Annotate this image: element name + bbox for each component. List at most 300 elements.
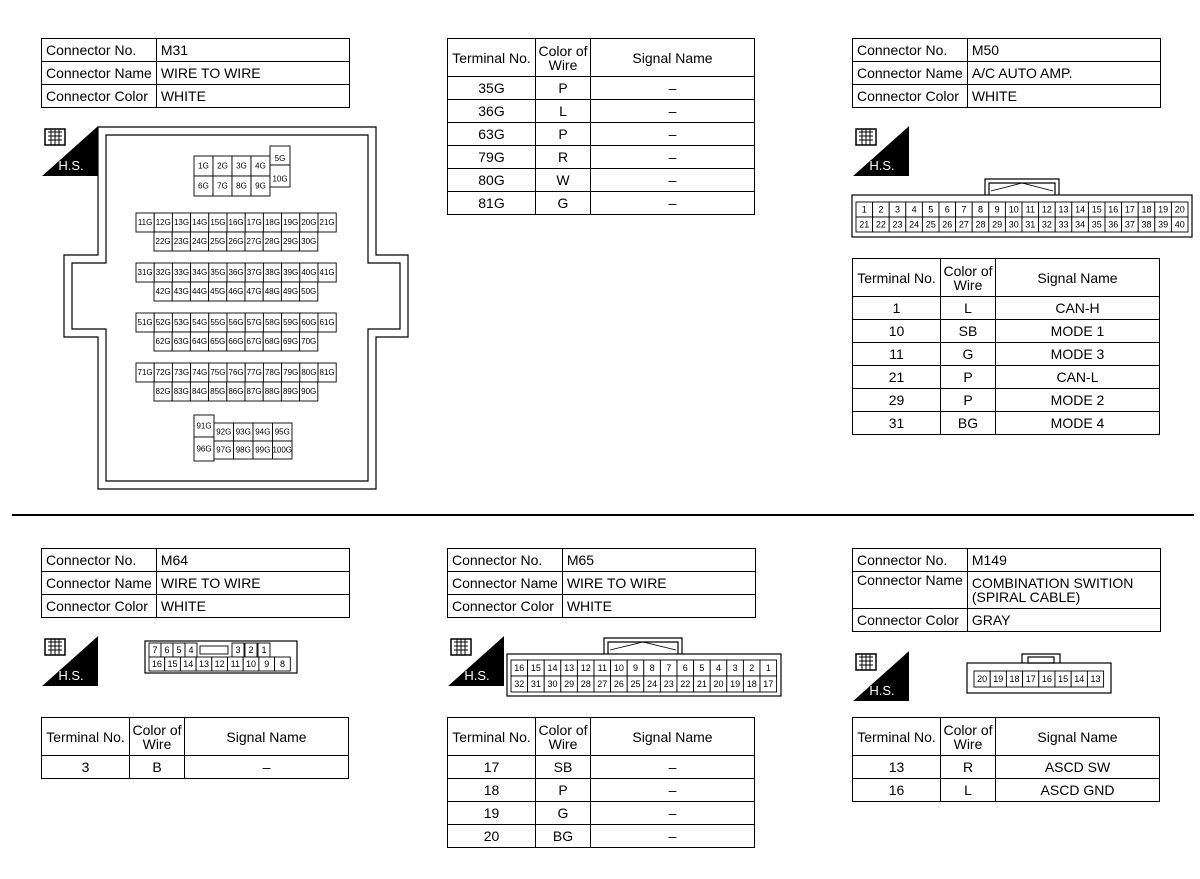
terminal-pin-label: 14 (1074, 674, 1085, 684)
table-row (853, 297, 1160, 320)
terminal-pin-label: 31G (137, 268, 153, 277)
terminal-pin-label: 43G (173, 287, 189, 296)
terminal-pin-label: 13 (198, 659, 209, 669)
terminal-pin-label: 52G (155, 318, 171, 327)
terminal-pin-label: 80G (301, 368, 317, 377)
terminal-pin-label: 64G (191, 337, 208, 346)
terminal-pin-label: 90G (301, 387, 317, 396)
table-row (448, 169, 755, 192)
connector-name-label: Connector Name (448, 572, 563, 595)
m65-info-table (447, 548, 756, 618)
m50-terminal-table (852, 258, 1160, 435)
table-row (448, 802, 755, 825)
terminal-pin-label: 24G (191, 237, 208, 246)
terminal-pin-label: 15 (167, 659, 178, 669)
wire-color-cell: P (536, 123, 591, 146)
terminal-pin-label: 85G (210, 387, 226, 396)
terminal-pin-label: 23 (663, 679, 674, 689)
terminal-pin-label: 49G (282, 287, 299, 296)
terminal-pin-label: 87G (246, 387, 262, 396)
color-of-wire-header: Color of Wire (941, 718, 996, 756)
terminal-pin-label: 10 (1008, 204, 1019, 215)
terminal-pin-label: 39G (283, 268, 299, 277)
harness-side-icon (448, 636, 504, 686)
terminal-pin-label: 46G (228, 287, 244, 296)
connector-name-value: WIRE TO WIRE (562, 572, 755, 595)
terminal-pin-label: 84G (191, 387, 208, 396)
terminal-pin-label: 13 (564, 663, 575, 673)
terminal-pin-label: 11 (597, 663, 607, 673)
terminal-pin-label: 6G (198, 181, 209, 191)
terminal-pin-label: 11 (230, 659, 241, 669)
terminal-pin-label: 93G (235, 427, 251, 437)
color-of-wire-header: Color of Wire (941, 259, 996, 297)
terminal-pin-label: 19 (993, 674, 1004, 684)
terminal-pin-label: 33G (173, 268, 190, 277)
connector-no-label: Connector No. (853, 39, 968, 62)
terminal-pin-label: 92G (216, 427, 232, 437)
terminal-no-cell: 19 (448, 802, 536, 825)
wire-color-cell: W (536, 169, 591, 192)
terminal-no-header: Terminal No. (853, 259, 941, 297)
terminal-no-cell: 35G (448, 77, 536, 100)
m65-connector-face (506, 636, 782, 698)
connector-color-label: Connector Color (42, 85, 157, 108)
terminal-pin-label: 15 (1091, 204, 1102, 215)
terminal-pin-label: 62G (155, 337, 171, 346)
terminal-pin-label: 16G (228, 218, 244, 227)
m50-connector-face (851, 177, 1193, 239)
section-divider (12, 514, 1194, 516)
connector-color-value: WHITE (156, 85, 349, 108)
terminal-pin-label: 45G (210, 287, 226, 296)
terminal-pin-label: 54G (192, 318, 208, 327)
terminal-pin-label: 11G (137, 218, 153, 227)
terminal-pin-label: 12 (580, 663, 591, 673)
table-row (853, 320, 1160, 343)
terminal-pin-label: 31 (530, 679, 541, 689)
terminal-pin-label: 30G (301, 237, 317, 246)
signal-name-cell: – (185, 756, 349, 779)
connector-color-value: WHITE (156, 595, 349, 618)
terminal-pin-label: 59G (283, 318, 299, 327)
signal-name-cell: – (591, 77, 755, 100)
signal-name-cell: – (591, 825, 755, 848)
terminal-pin-label: 79G (283, 368, 299, 377)
table-row (448, 825, 755, 848)
terminal-pin-label: 95G (274, 427, 290, 437)
terminal-pin-label: 58G (264, 318, 281, 327)
terminal-pin-label: 9 (632, 663, 639, 673)
terminal-pin-label: 22 (680, 679, 691, 689)
terminal-pin-label: 77G (246, 368, 262, 377)
terminal-pin-label: 53G (173, 318, 190, 327)
terminal-no-cell: 79G (448, 146, 536, 169)
terminal-pin-label: 51G (137, 318, 153, 327)
terminal-pin-label: 16 (1041, 674, 1052, 684)
terminal-pin-label: 12G (155, 218, 171, 227)
connector-color-label: Connector Color (448, 595, 563, 618)
terminal-pin-label: 73G (173, 368, 190, 377)
signal-name-header: Signal Name (996, 259, 1160, 297)
terminal-pin-label: 1 (861, 204, 867, 215)
terminal-pin-label: 18G (264, 218, 281, 227)
terminal-pin-label: 14 (183, 659, 194, 669)
table-row (448, 756, 755, 779)
terminal-no-cell: 63G (448, 123, 536, 146)
terminal-pin-label: 12 (214, 659, 225, 669)
terminal-pin-label: 7 (961, 204, 967, 215)
terminal-pin-label: 18 (746, 679, 757, 689)
terminal-no-cell: 36G (448, 100, 536, 123)
terminal-pin-label: 40 (1174, 219, 1185, 230)
connector-no-value: M50 (967, 39, 1160, 62)
color-of-wire-header: Color of Wire (536, 39, 591, 77)
terminal-pin-label: 3G (236, 161, 247, 171)
table-row (853, 366, 1160, 389)
terminal-pin-label: 14G (192, 218, 208, 227)
terminal-pin-label: 66G (228, 337, 244, 346)
terminal-pin-label: 25 (630, 679, 641, 689)
color-of-wire-header: Color of Wire (130, 718, 185, 756)
terminal-pin-label: 20 (713, 679, 724, 689)
terminal-pin-label: 69G (282, 337, 299, 346)
terminal-pin-label: 76G (228, 368, 244, 377)
connector-color-label: Connector Color (42, 595, 157, 618)
terminal-pin-label: 7 (152, 645, 158, 655)
terminal-pin-label: 35 (1091, 219, 1102, 230)
signal-name-cell: – (591, 100, 755, 123)
terminal-pin-label: 70G (301, 337, 317, 346)
wire-color-cell: G (536, 192, 591, 215)
terminal-pin-label: 20G (301, 218, 317, 227)
signal-name-cell: – (591, 192, 755, 215)
terminal-pin-label: 99G (255, 445, 271, 455)
terminal-pin-label: 5 (699, 663, 705, 673)
terminal-pin-label: 29 (564, 679, 575, 689)
terminal-pin-label: 8 (977, 204, 984, 215)
terminal-no-cell: 3 (42, 756, 130, 779)
terminal-pin-label: 31 (1025, 219, 1036, 230)
harness-side-icon (853, 126, 909, 176)
terminal-pin-label: 8 (649, 663, 655, 673)
terminal-pin-label: 9 (994, 204, 1000, 215)
terminal-no-cell: 11 (853, 343, 941, 366)
terminal-pin-label: 26G (228, 237, 244, 246)
terminal-pin-label: 60G (301, 318, 317, 327)
connector-name-label: Connector Name (853, 62, 968, 85)
connector-no-value: M64 (156, 549, 349, 572)
terminal-pin-label: 13G (173, 218, 190, 227)
terminal-pin-label: 32G (155, 268, 171, 277)
terminal-pin-label: 36G (228, 268, 244, 277)
connector-name-label: Connector Name (42, 572, 157, 595)
connector-no-label: Connector No. (42, 549, 157, 572)
m64-connector-face (144, 640, 298, 674)
terminal-pin-label: 17 (763, 679, 774, 689)
connector-color-label: Connector Color (853, 85, 968, 108)
m64-info-table (41, 548, 350, 618)
terminal-pin-label: 6 (944, 204, 950, 215)
terminal-pin-label: 1G (198, 161, 209, 171)
terminal-no-cell: 18 (448, 779, 536, 802)
terminal-pin-label: 32 (514, 679, 525, 689)
terminal-pin-label: 28 (580, 679, 591, 689)
terminal-pin-label: 27G (246, 237, 262, 246)
terminal-no-cell: 29 (853, 389, 941, 412)
terminal-pin-label: 23 (892, 219, 903, 230)
signal-name-cell: ASCD SW (996, 756, 1160, 779)
connector-no-label: Connector No. (448, 549, 563, 572)
terminal-pin-label: 24 (909, 219, 920, 230)
terminal-pin-label: 38G (264, 268, 281, 277)
terminal-pin-label: 16 (514, 663, 525, 673)
terminal-pin-label: 5 (928, 204, 934, 215)
terminal-pin-label: 34G (192, 268, 208, 277)
signal-name-cell: – (591, 123, 755, 146)
terminal-pin-label: 38 (1141, 219, 1152, 230)
table-row (448, 192, 755, 215)
signal-name-header: Signal Name (996, 718, 1160, 756)
terminal-pin-label: 39 (1158, 219, 1169, 230)
terminal-pin-label: 30 (547, 679, 558, 689)
connector-name-value: WIRE TO WIRE (156, 62, 349, 85)
terminal-pin-label: 14 (547, 663, 558, 673)
wire-color-cell: BG (536, 825, 591, 848)
connector-no-value: M149 (967, 549, 1160, 572)
harness-side-icon (853, 651, 909, 701)
table-row (853, 389, 1160, 412)
terminal-pin-label: 4G (255, 161, 266, 171)
signal-name-cell: – (591, 756, 755, 779)
terminal-no-cell: 16 (853, 779, 941, 802)
wire-color-cell: R (536, 146, 591, 169)
connector-name-value: WIRE TO WIRE (156, 572, 349, 595)
svg-text:H.S.: H.S. (869, 158, 895, 173)
terminal-pin-label: 15 (1058, 674, 1069, 684)
terminal-no-cell: 80G (448, 169, 536, 192)
terminal-pin-label: 5G (274, 154, 286, 163)
terminal-pin-label: 17G (246, 218, 262, 227)
terminal-pin-label: 28G (264, 237, 280, 246)
terminal-pin-label: 57G (246, 318, 262, 327)
terminal-pin-label: 2G (217, 161, 228, 171)
table-row (448, 123, 755, 146)
terminal-pin-label: 7 (666, 663, 672, 673)
terminal-pin-label: 71G (137, 368, 153, 377)
signal-name-cell: – (591, 146, 755, 169)
terminal-pin-label: 48G (264, 287, 280, 296)
terminal-pin-label: 6 (164, 645, 170, 655)
connector-color-value: GRAY (967, 609, 1160, 632)
signal-name-cell: MODE 2 (996, 389, 1160, 412)
terminal-pin-label: 41G (319, 268, 335, 277)
terminal-pin-label: 94G (255, 427, 271, 437)
m65-terminal-table (447, 717, 755, 848)
connector-name-label: Connector Name (853, 572, 968, 609)
terminal-pin-label: 9G (255, 181, 266, 191)
terminal-pin-label: 88G (264, 387, 280, 396)
terminal-pin-label: 28 (975, 219, 986, 230)
m149-terminal-table (852, 717, 1160, 802)
terminal-pin-label: 29G (282, 237, 299, 246)
signal-name-header: Signal Name (591, 39, 755, 77)
terminal-pin-label: 19 (1158, 204, 1169, 215)
terminal-pin-label: 32 (1041, 219, 1052, 230)
wire-color-cell: SB (941, 320, 996, 343)
wire-color-cell: B (130, 756, 185, 779)
table-row (448, 100, 755, 123)
table-row (448, 146, 755, 169)
terminal-pin-label: 74G (192, 368, 208, 377)
terminal-pin-label: 15G (210, 218, 226, 227)
terminal-pin-label: 4 (911, 204, 917, 215)
terminal-pin-label: 10 (246, 659, 257, 669)
table-row (853, 412, 1160, 435)
terminal-pin-label: 8G (236, 181, 247, 191)
terminal-pin-label: 19 (730, 679, 741, 689)
terminal-pin-label: 97G (216, 445, 232, 455)
terminal-pin-label: 21 (859, 219, 870, 230)
terminal-pin-label: 20 (1174, 204, 1185, 215)
terminal-pin-label: 98G (235, 445, 251, 455)
terminal-pin-label: 2 (749, 663, 755, 673)
terminal-pin-label: 75G (210, 368, 226, 377)
connector-key-slot (200, 646, 228, 654)
table-row (853, 779, 1160, 802)
table-row (853, 343, 1160, 366)
terminal-pin-label: 30 (1008, 219, 1019, 230)
terminal-pin-label: 61G (319, 318, 335, 327)
terminal-pin-label: 40G (301, 268, 317, 277)
terminal-pin-label: 47G (246, 287, 262, 296)
m50-info-table (852, 38, 1161, 108)
terminal-pin-label: 6 (682, 663, 688, 673)
m149-connector-face (966, 653, 1112, 695)
harness-side-icon (42, 636, 98, 686)
connector-no-value: M65 (562, 549, 755, 572)
terminal-pin-label: 25G (210, 237, 226, 246)
terminal-pin-label: 44G (191, 287, 208, 296)
wire-color-cell: P (941, 389, 996, 412)
wire-color-cell: L (536, 100, 591, 123)
terminal-pin-label: 2 (248, 645, 254, 655)
terminal-pin-label: 35G (210, 268, 226, 277)
terminal-no-cell: 20 (448, 825, 536, 848)
terminal-no-cell: 10 (853, 320, 941, 343)
terminal-no-cell: 81G (448, 192, 536, 215)
terminal-pin-label: 16 (151, 659, 162, 669)
terminal-pin-label: 4 (188, 645, 194, 655)
svg-text:H.S.: H.S. (58, 668, 84, 683)
terminal-pin-label: 17 (1025, 674, 1036, 684)
terminal-pin-label: 67G (246, 337, 262, 346)
terminal-pin-label: 23G (173, 237, 189, 246)
wire-color-cell: SB (536, 756, 591, 779)
terminal-pin-label: 21G (319, 218, 335, 227)
table-row (448, 779, 755, 802)
signal-name-header: Signal Name (591, 718, 755, 756)
terminal-pin-label: 78G (264, 368, 281, 377)
connector-name-value: COMBINATION SWITION (SPIRAL CABLE) (967, 572, 1160, 609)
wire-color-cell: P (536, 77, 591, 100)
signal-name-cell: CAN-L (996, 366, 1160, 389)
connector-color-value: WHITE (967, 85, 1160, 108)
terminal-no-header: Terminal No. (448, 39, 536, 77)
terminal-pin-label: 83G (173, 387, 189, 396)
terminal-no-cell: 21 (853, 366, 941, 389)
terminal-pin-label: 8 (279, 659, 285, 669)
m31-terminal-table (447, 38, 755, 215)
terminal-pin-label: 9 (264, 659, 270, 669)
terminal-pin-label: 17 (1124, 204, 1135, 215)
wire-color-cell: R (941, 756, 996, 779)
connector-no-value: M31 (156, 39, 349, 62)
terminal-pin-label: 65G (210, 337, 226, 346)
terminal-pin-label: 22G (155, 237, 171, 246)
terminal-pin-label: 89G (282, 387, 299, 396)
terminal-pin-label: 3 (894, 204, 901, 215)
terminal-pin-label: 7G (217, 181, 228, 191)
signal-name-cell: – (591, 802, 755, 825)
signal-name-header: Signal Name (185, 718, 349, 756)
terminal-pin-label: 1 (261, 645, 267, 655)
m31-connector-face (60, 125, 410, 493)
terminal-pin-label: 81G (319, 368, 335, 377)
terminal-pin-label: 12 (1041, 204, 1052, 215)
terminal-pin-label: 15 (530, 663, 541, 673)
svg-text:H.S.: H.S. (464, 668, 490, 683)
terminal-pin-label: 20 (977, 674, 988, 684)
terminal-pin-label: 24 (647, 679, 658, 689)
terminal-no-header: Terminal No. (42, 718, 130, 756)
terminal-pin-label: 27 (597, 679, 608, 689)
signal-name-cell: CAN-H (996, 297, 1160, 320)
connector-no-label: Connector No. (853, 549, 968, 572)
terminal-pin-label: 3 (732, 663, 738, 673)
connector-name-value: A/C AUTO AMP. (967, 62, 1160, 85)
terminal-no-cell: 31 (853, 412, 941, 435)
terminal-pin-label: 27 (958, 219, 969, 230)
terminal-pin-label: 10 (613, 663, 624, 673)
terminal-pin-label: 91G (196, 421, 212, 431)
wire-color-cell: P (941, 366, 996, 389)
color-of-wire-header: Color of Wire (536, 718, 591, 756)
terminal-pin-label: 86G (228, 387, 244, 396)
table-row (448, 77, 755, 100)
hs-label: H.S. (58, 158, 84, 173)
terminal-no-header: Terminal No. (853, 718, 941, 756)
terminal-pin-label: 18 (1141, 204, 1152, 215)
wire-color-cell: P (536, 779, 591, 802)
terminal-pin-label: 1 (765, 663, 771, 673)
signal-name-cell: MODE 3 (996, 343, 1160, 366)
terminal-pin-label: 26 (942, 219, 953, 230)
terminal-pin-label: 5 (176, 645, 182, 655)
terminal-pin-label: 50G (301, 287, 317, 296)
terminal-pin-label: 33 (1058, 219, 1069, 230)
svg-text:H.S.: H.S. (869, 683, 895, 698)
terminal-pin-label: 13 (1090, 674, 1101, 684)
terminal-pin-label: 63G (173, 337, 189, 346)
terminal-pin-label: 21 (696, 679, 707, 689)
connector-color-label: Connector Color (853, 609, 968, 632)
terminal-pin-label: 4 (715, 663, 722, 673)
terminal-pin-label: 55G (210, 318, 226, 327)
terminal-pin-label: 82G (155, 387, 171, 396)
terminal-pin-label: 37G (246, 268, 262, 277)
terminal-pin-label: 25 (925, 219, 936, 230)
